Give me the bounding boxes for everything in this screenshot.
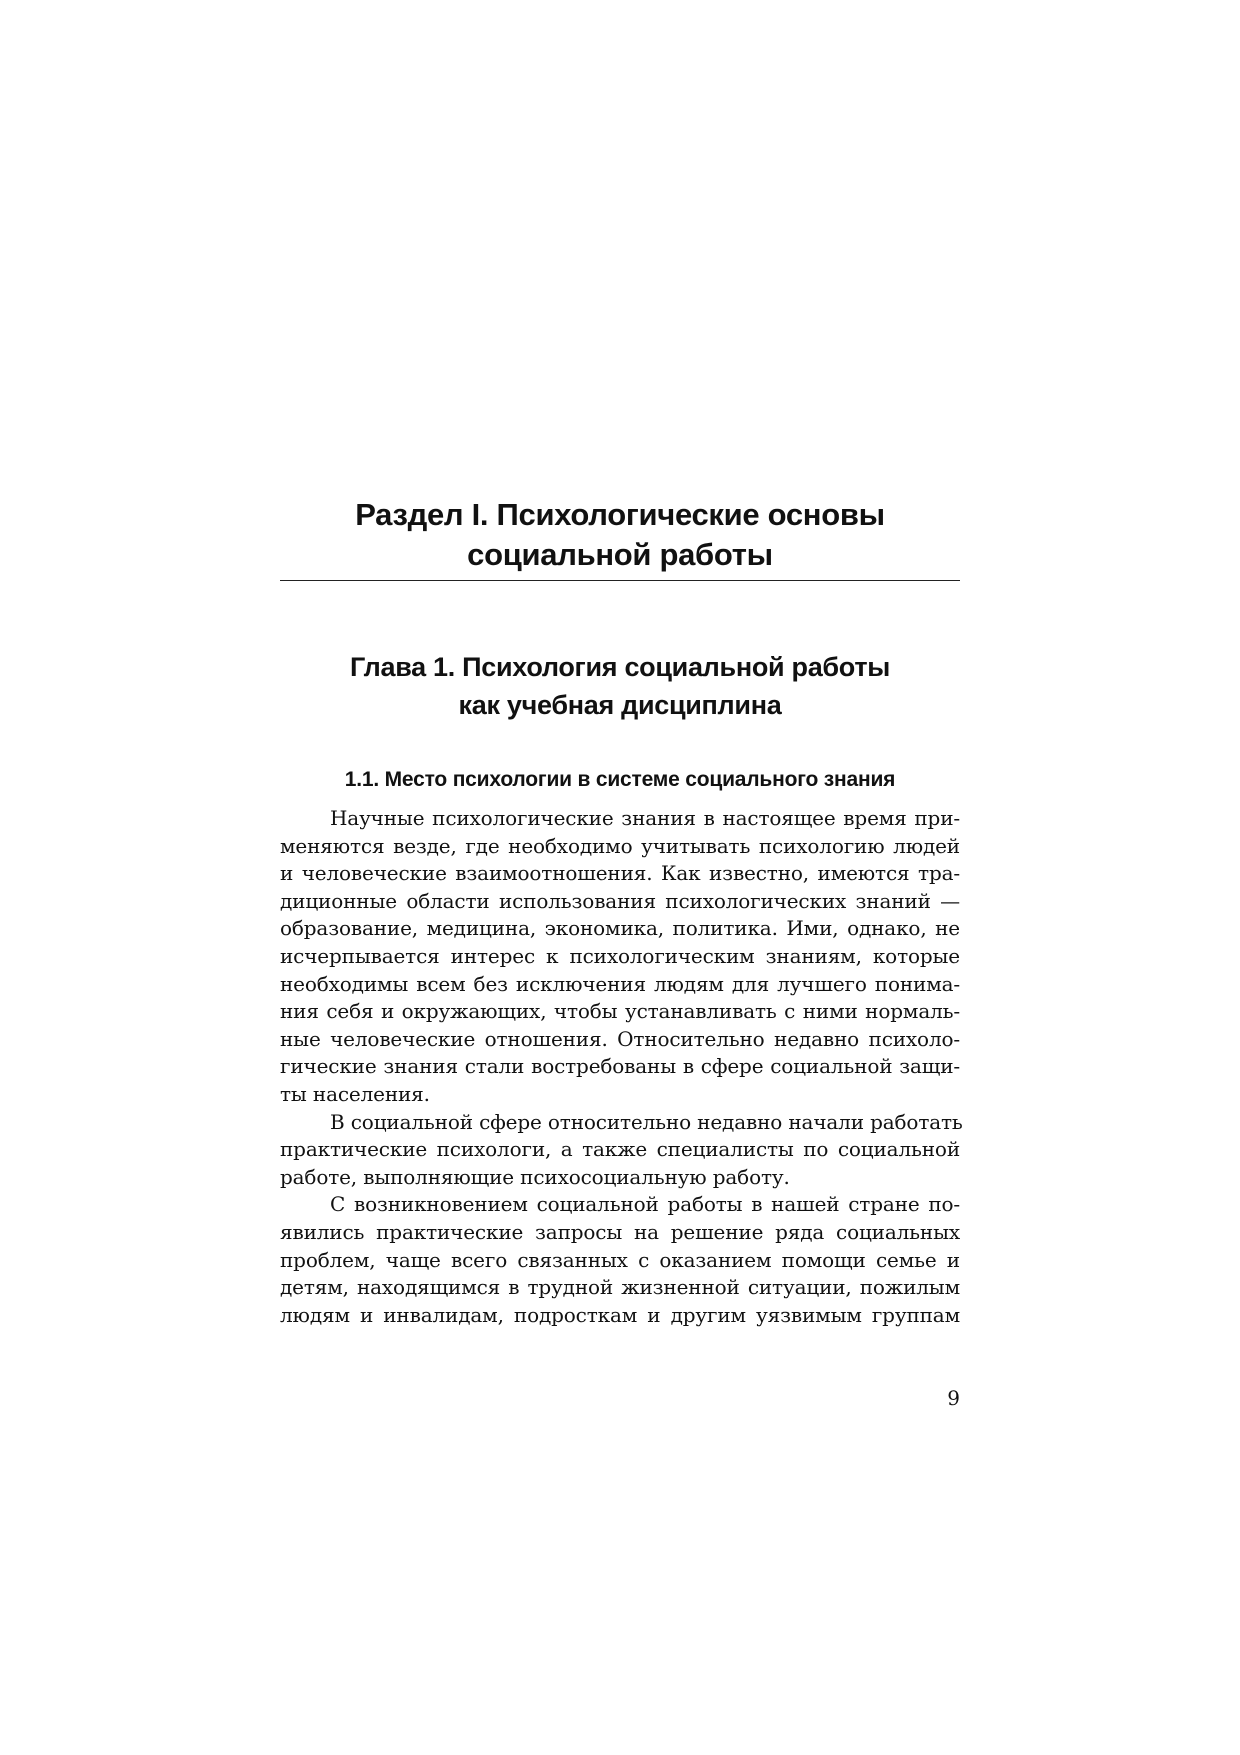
text-line: практические психологи, а также специалисты по социальной — [280, 1137, 960, 1162]
section-divider — [280, 580, 960, 581]
text-line: Научные психологические знания в настоящее время при- — [330, 806, 960, 830]
paragraph — [280, 1191, 960, 1329]
text-line: гические знания стали востребованы в сфере социальной защи- — [280, 1054, 960, 1079]
text-line: ты населения. — [280, 1081, 430, 1106]
section-title-line-1: Раздел I. Психологические основы — [355, 497, 885, 532]
text-line: и человеческие взаимоотношения. Как известно, имеются тра- — [280, 861, 960, 886]
text-line: диционные области использования психологических знаний — — [280, 888, 960, 913]
paragraph — [280, 805, 960, 1109]
chapter-title — [280, 648, 960, 724]
chapter-title-line-1: Глава 1. Психология социальной работы — [349, 652, 891, 682]
text-line: явились практические запросы на решение ряда социальных — [280, 1219, 960, 1244]
text-line: исчерпывается интерес к психологическим знаниям, которые — [280, 943, 960, 968]
text-line: необходимы всем без исключения людям для лучшего понима- — [280, 971, 960, 996]
text-line: работе, выполняющие психосоциальную работу. — [280, 1164, 790, 1189]
section-title-line-2: социальной работы — [467, 537, 773, 572]
page-number: 9 — [947, 1386, 960, 1410]
paragraph — [280, 1109, 963, 1192]
text-line: образование, медицина, экономика, политика. Ими, однако, не — [280, 916, 960, 941]
text-line: проблем, чаще всего связанных с оказанием помощи семье и — [280, 1247, 960, 1272]
subsection-title: 1.1. Место психологии в системе социального знания — [344, 768, 896, 791]
text-line: детям, находящимся в трудной жизненной ситуации, пожилым — [280, 1275, 960, 1300]
text-line: людям и инвалидам, подросткам и другим уязвимым группам — [280, 1302, 960, 1327]
text-line: ные человеческие отношения. Относительно недавно психоло- — [280, 1026, 960, 1051]
chapter-title-line-2: как учебная дисциплина — [458, 690, 782, 720]
text-line: В социальной сфере относительно недавно начали работать — [330, 1109, 963, 1134]
text-line: С возникновением социальной работы в нашей стране по- — [330, 1192, 960, 1217]
text-line: меняются везде, где необходимо учитывать психологию людей — [280, 833, 960, 858]
body-text — [280, 805, 963, 1329]
text-line: ния себя и окружающих, чтобы устанавливать с ними нормаль- — [280, 999, 960, 1024]
section-title — [280, 495, 960, 575]
